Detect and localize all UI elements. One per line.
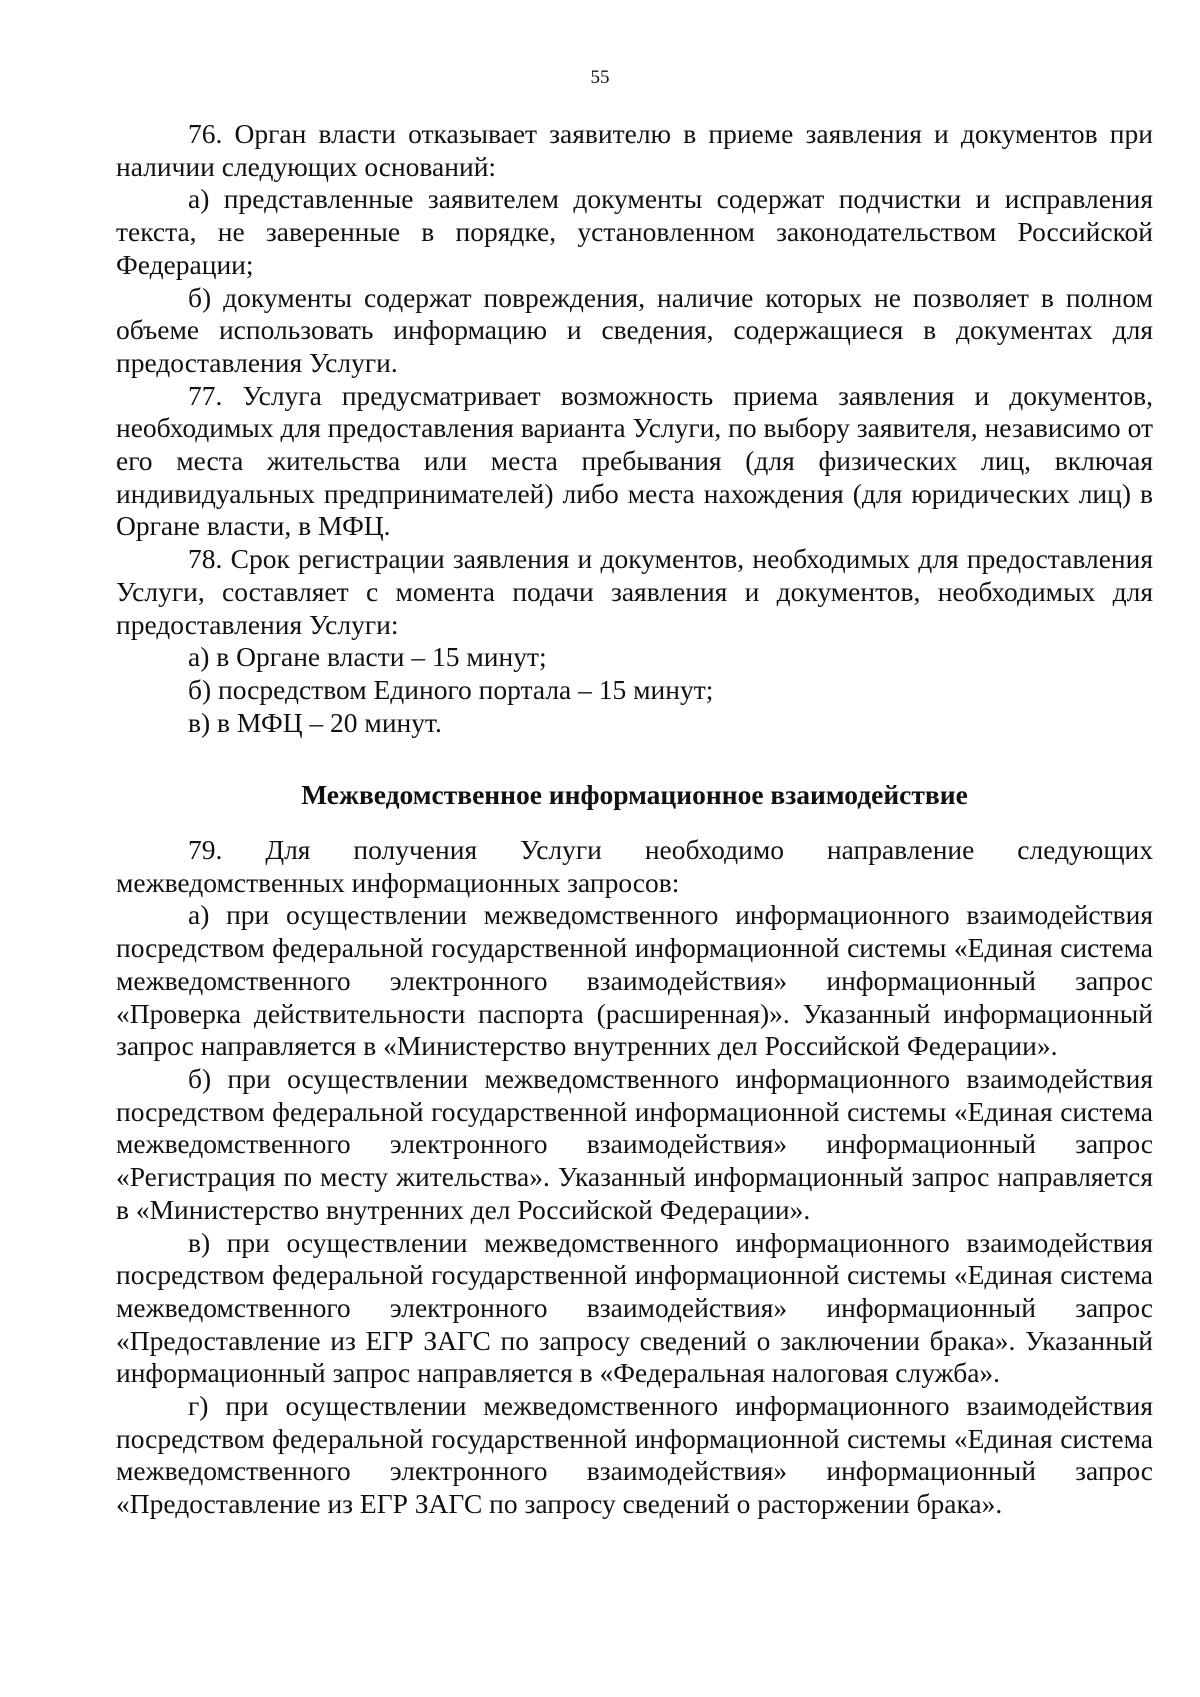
- paragraph-77: 77. Услуга предусматривает возможность приема заявления и документов, необходимых для предоставления варианта Услуги, по выбору заявителя, независимо от его места жительства или места пребывания (для физических лиц, включая индивидуальных предпринимателей) либо места нахождения (для юридических лиц) в Органе власти, в МФЦ.: [116, 379, 1153, 542]
- paragraph-78: 78. Срок регистрации заявления и документов, необходимых для предоставления Услуги, составляет с момента подачи заявления и документов, необходимых для предоставления Услуги:: [116, 543, 1153, 640]
- paragraph-78-b: б) посредством Единого портала – 15 минут;: [188, 673, 714, 705]
- paragraph-79-g: г) при осуществлении межведомственного информационного взаимодействия посредством федеральной государственной информационной системы «Единая система межведомственного электронного взаимодействия» информационный запрос «Предоставление из ЕГР ЗАГС по запросу сведений о расторжении брака».: [116, 1390, 1153, 1520]
- section-heading: Межведомственное информационное взаимодействие: [301, 779, 968, 811]
- paragraph-79-v: в) при осуществлении межведомственного информационного взаимодействия посредством федеральной государственной информационной системы «Единая система межведомственного электронного взаимодействия» информационный запрос «Предоставление из ЕГР ЗАГС по запросу сведений о заключении брака». Указанный информационный запрос направляется в «Федеральная налоговая служба».: [116, 1226, 1153, 1389]
- paragraph-76-a: а) представленные заявителем документы содержат подчистки и исправления текста, не заверенные в порядке, установленном законодательством Российской Федерации;: [116, 183, 1153, 280]
- document-body: [116, 118, 1153, 1521]
- paragraph-76-b: б) документы содержат повреждения, наличие которых не позволяет в полном объеме использовать информацию и сведения, содержащиеся в документах для предоставления Услуги.: [116, 281, 1153, 378]
- paragraph-79-a: а) при осуществлении межведомственного информационного взаимодействия посредством федеральной государственной информационной системы «Единая система межведомственного электронного взаимодействия» информационный запрос «Проверка действительности паспорта (расширенная)». Указанный информационный запрос направляется в «Министерство внутренних дел Российской Федерации».: [116, 899, 1153, 1062]
- paragraph-78-v: в) в МФЦ – 20 минут.: [188, 706, 442, 738]
- page-number: 55: [590, 67, 610, 88]
- paragraph-79: 79. Для получения Услуги необходимо направление следующих межведомственных информационных запросов:: [116, 834, 1153, 898]
- paragraph-78-a: а) в Органе власти – 15 минут;: [188, 641, 547, 673]
- paragraph-76: 76. Орган власти отказывает заявителю в приеме заявления и документов при наличии следующих оснований:: [116, 118, 1153, 182]
- paragraph-79-b: б) при осуществлении межведомственного информационного взаимодействия посредством федеральной государственной информационной системы «Единая система межведомственного электронного взаимодействия» информационный запрос «Регистрация по месту жительства». Указанный информационный запрос направляется в «Министерство внутренних дел Российской Федерации».: [116, 1062, 1153, 1225]
